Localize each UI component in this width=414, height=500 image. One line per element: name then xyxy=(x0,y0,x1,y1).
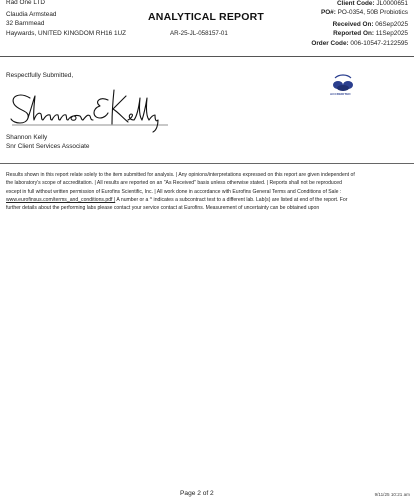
disclaimer-line: further details about the performing labs please contact your service contact at Eurofins. Measurement of uncertainty can be obtained upon xyxy=(6,205,320,212)
accreditation-badge-icon xyxy=(325,74,361,100)
address-line-1: 32 Barnmead xyxy=(6,20,45,27)
signature-image xyxy=(8,84,178,134)
po-label: PO#: xyxy=(320,9,336,16)
reported-row xyxy=(333,31,408,37)
disclaimer-line: except in full without written permission of Eurofins Scientific, Inc. | All work done in accordance with Eurofins General Terms and Conditions of Sale : xyxy=(6,188,342,195)
signer-title: Snr Client Services Associate xyxy=(6,143,90,150)
print-timestamp: 9/11/25 10:21 am xyxy=(374,492,410,497)
address-line-2: Haywards, UNITED KINGDOM RH16 1UZ xyxy=(6,30,127,37)
report-title: ANALYTICAL REPORT xyxy=(148,11,264,23)
received-value: 06Sep2025 xyxy=(375,21,408,28)
client-code-row xyxy=(337,1,408,7)
received-label: Received On: xyxy=(332,21,374,28)
company-name: Rad One LTD xyxy=(6,0,45,6)
accredited-label: ACCREDITED xyxy=(330,92,351,96)
client-code-value: JL0000651 xyxy=(376,0,408,7)
order-code-row xyxy=(311,41,408,47)
terms-link[interactable]: www.eurofinsus.com/terms_and_conditions.pdf | xyxy=(6,196,116,203)
submitted-text: Respectfully Submitted, xyxy=(6,72,74,79)
client-name: Claudia Armstead xyxy=(6,11,57,18)
report-number: AR-25-JL-058157-01 xyxy=(170,30,228,37)
disclaimer-line-with-link xyxy=(6,196,406,204)
signer-name: Shannon Kelly xyxy=(6,134,48,141)
client-code-label: Client Code: xyxy=(336,0,375,7)
reported-value: 11Sep2025 xyxy=(375,30,408,37)
header-divider xyxy=(0,56,414,57)
order-code-value: 006-10547-2122595 xyxy=(350,40,408,47)
po-value: PO-0354, 50B Probiotics xyxy=(337,9,408,16)
signature-divider xyxy=(0,163,414,164)
disclaimer-line: A number or a ^ indicates a subcontract test to a different lab. Lab(s) are listed at end of the report. For xyxy=(116,196,348,203)
reported-label: Reported On: xyxy=(333,30,374,37)
disclaimer-line: the laboratory's scope of accreditation. | All results are reported on an "As Received" basis unless otherwise stated. | Reports shall not be reproduced xyxy=(6,180,342,187)
order-code-label: Order Code: xyxy=(311,40,349,47)
disclaimer-line: Results shown in this report relate solely to the item submitted for analysis. | Any opinions/interpretations expressed on this report are given independent of xyxy=(6,172,355,178)
disclaimer-text xyxy=(6,171,406,212)
po-row xyxy=(321,10,408,16)
received-row xyxy=(333,22,408,28)
page-number: Page 2 of 2 xyxy=(180,490,214,497)
